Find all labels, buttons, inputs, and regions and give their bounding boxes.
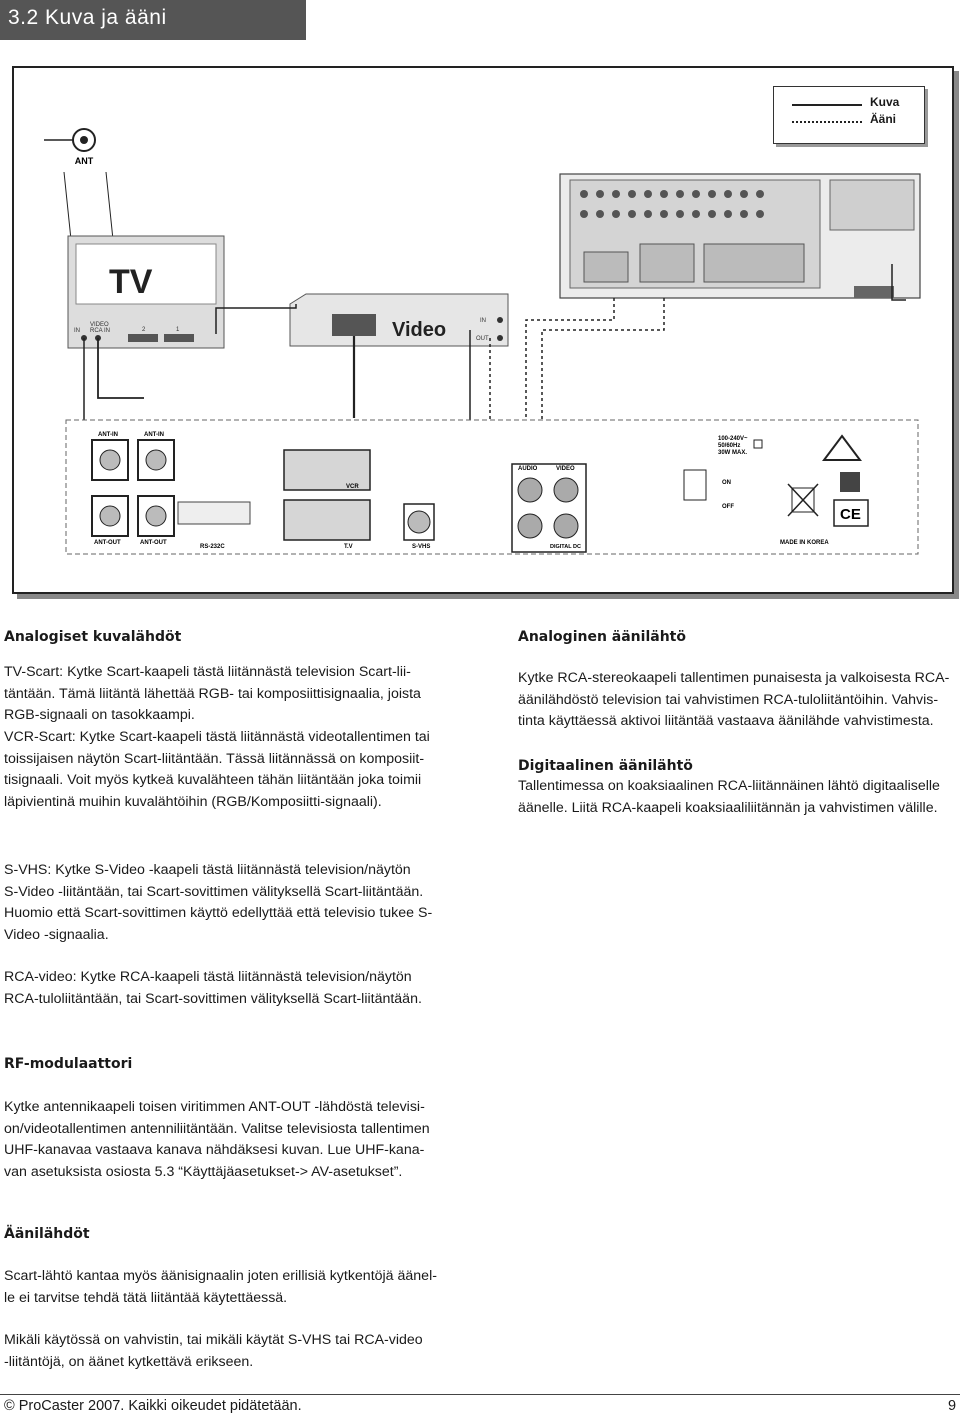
svg-text:VCR: VCR [346,484,359,490]
svg-text:VIDEO: VIDEO [90,322,109,328]
legend-video-label: Kuva [870,95,900,109]
paragraph-rf-modulator: Kytke antennikaapeli toisen viritimmen ANT-OUT -lähdöstä televisi- on/videotallentimen antenniliitäntään. Valitse televisiosta tallentimen UHF-kanavaa vastaava kanava nähdäksesi kuvan. Lue UHF-kana- van asetuksista osiosta 5.3 “Käyttäjäasetukset-> AV-asetukset”. [4,1099,430,1180]
section-title: 3.2 Kuva ja ääni [8,6,167,29]
svg-text:S-VHS: S-VHS [412,544,431,550]
svg-text:OFF: OFF [722,504,734,510]
svg-text:50/60Hz: 50/60Hz [718,443,741,449]
tv-title: TV [109,263,153,301]
diagram-drawing [14,68,952,592]
paragraph-digital-audio: Tallentimessa on koaksiaalinen RCA-liitännäinen lähtö digitaaliselle äänelle. Liitä RCA-kaapeli koaksiaaliliitännän ja vahvistimen välille. [518,778,940,816]
svg-text:IN: IN [480,318,486,324]
connection-diagram [12,66,954,594]
svg-text:IN: IN [74,328,80,334]
svg-text:OUT: OUT [476,336,489,342]
svg-text:2: 2 [142,327,146,333]
svg-text:DIGITAL DC: DIGITAL DC [550,544,581,550]
video-recorder-illustration [290,294,508,346]
legend-audio-line [792,121,862,123]
receiver-rear-panel [66,420,918,554]
section-header [0,0,306,40]
legend-video-line [792,104,862,106]
svg-text:ANT-IN: ANT-IN [98,432,118,438]
svg-text:RCA IN: RCA IN [90,328,111,334]
paragraph-rca-video: RCA-video: Kytke RCA-kaapeli tästä liitännästä television/näytön RCA-tuloliitäntään, tai Scart-sovittimen välityksellä Scart-liitäntään. [4,969,422,1007]
svg-text:VIDEO: VIDEO [556,466,575,472]
tv-illustration [68,236,224,348]
paragraph-analog-audio: Kytke RCA-stereokaapeli tallentimen punaisesta ja valkoisesta RCA- äänilähdöstö television tai vahvistimen RCA-tuloliitäntöihin. Vahvis- tinta käyttäessä aktivoi liitäntää vastaava äänilähde vahvistimesta. [518,670,950,729]
svg-text:30W MAX.: 30W MAX. [718,450,748,456]
heading-rf-modulator: RF-modulaattori [4,1056,133,1072]
legend-audio-label: Ääni [870,112,897,126]
paragraph-svhs: S-VHS: Kytke S-Video -kaapeli tästä liitännästä television/näytön S-Video -liitäntään, tai Scart-sovittimen välityksellä Scart-liitäntään. Huomio että Scart-sovittimen käyttö edellyttää että televisio tukee S- Video -signaalia. [4,862,433,943]
heading-analog-audio: Analoginen äänilähtö [518,629,686,645]
paragraph-scart-audio: Scart-lähtö kantaa myös äänisignaalin joten erillisiä kytkentöjä äänel- le ei tarvitse tehdä tätä liitäntää käytettäessä. [4,1268,437,1306]
amplifier-illustration [560,174,920,298]
page-number: 9 [948,1398,957,1414]
ant-label: ANT [74,156,94,166]
svg-text:100-240V~: 100-240V~ [718,436,748,442]
paragraph-tv-scart: TV-Scart: Kytke Scart-kaapeli tästä liitännästä television Scart-lii- täntään. Tämä liitäntä lähettää RGB- tai komposiittisignaalia, joista RGB-signaali on tasokkaampi. [4,664,421,723]
svg-text:Video: Video [392,319,447,341]
heading-analog-video: Analogiset kuvalähdöt [4,629,182,645]
footer-divider [0,1394,960,1395]
heading-audio-outputs: Äänilähdöt [4,1226,90,1242]
svg-text:T.V: T.V [344,544,353,550]
svg-text:AUDIO: AUDIO [518,466,538,472]
svg-text:RS-232C: RS-232C [200,544,225,550]
svg-text:ANT-OUT: ANT-OUT [140,540,167,546]
svg-text:1: 1 [176,327,180,333]
diagram-legend [773,86,925,144]
paragraph-vcr-scart: VCR-Scart: Kytke Scart-kaapeli tästä liitännästä videotallentimen tai toissijaisen näytön Scart-liitäntään. Tässä liitännässä on komposiit- tisignaali. Voit myös kytkeä kuvalähteen tähän liitäntään joka toimii läpivientinä muihin kuvalähtöihin (RGB/Komposiitti-signaali). [4,729,430,810]
svg-text:ANT-OUT: ANT-OUT [94,540,121,546]
ce-mark-icon: CE [840,506,861,523]
footer-copyright: © ProCaster 2007. Kaikki oikeudet pidätetään. [4,1398,302,1414]
svg-text:ANT-IN: ANT-IN [144,432,164,438]
manual-icon [840,472,860,492]
paragraph-amplifier: Mikäli käytössä on vahvistin, tai mikäli käytät S-VHS tai RCA-video -liitäntöjä, on äänet kytkettävä erikseen. [4,1332,423,1370]
svg-text:MADE IN KOREA: MADE IN KOREA [780,540,829,546]
svg-text:ON: ON [722,480,731,486]
heading-digital-audio: Digitaalinen äänilähtö [518,758,693,774]
